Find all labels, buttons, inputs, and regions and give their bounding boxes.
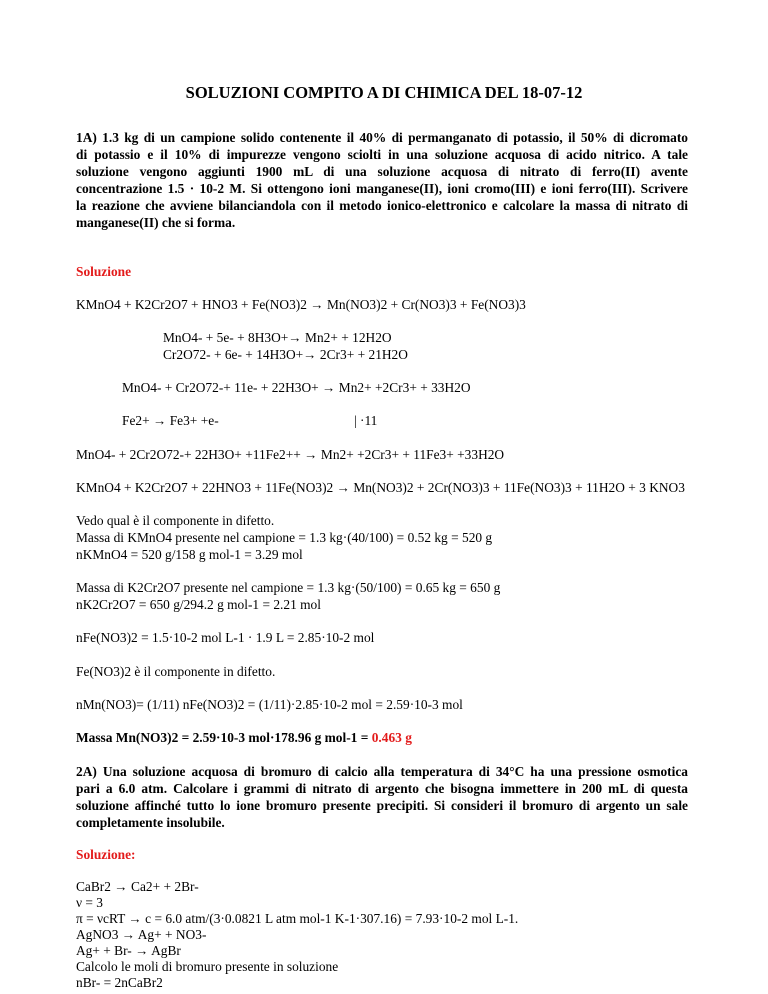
- defect-intro: Vedo qual è il componente in difetto.: [76, 513, 275, 528]
- mass-result-label: Massa Mn(NO3)2 = 2.59·10-3 mol·178.96 g mol-1 =: [76, 730, 369, 745]
- k2cr2o7-moles: nK2Cr2O7 = 650 g/294.2 g mol-1 = 2.21 mol: [76, 597, 321, 612]
- mass-result-value: 0.463 g: [371, 730, 412, 745]
- multiplier: | ·11: [354, 413, 378, 428]
- question-2-line: soluzione affinché tutto lo ione bromuro presente precipiti. Si consideri il bromuro di argento un sale: [76, 798, 688, 813]
- kmno4-mass: Massa di KMnO4 presente nel campione = 1.3 kg·(40/100) = 0.52 kg = 520 g: [76, 530, 493, 545]
- mass-result: [76, 730, 412, 745]
- solution-heading: Soluzione:: [76, 847, 136, 862]
- molecular-equation: KMnO4 + K2Cr2O7 + 22HNO3 + 11Fe(NO3)2 → Mn(NO3)2 + 2Cr(NO3)3 + 11Fe(NO3)3 + 11H2O + 3 KNO3: [76, 480, 685, 495]
- question-1-line: concentrazione 1.5 · 10-2 M. Si ottengono ioni manganese(II), ioni cromo(III) e ioni ferro(III). Scrivere: [76, 181, 688, 196]
- question-2-line: 2A) Una soluzione acquosa di bromuro di calcio alla temperatura di 34°C ha una pressione osmotica: [76, 764, 688, 779]
- question-1-line: di potassio e il 10% di impurezze vengono sciolti in una soluzione acquosa di acido nitrico. A tale: [76, 147, 688, 162]
- k2cr2o7-mass: Massa di K2Cr2O7 presente nel campione = 1.3 kg·(50/100) = 0.65 kg = 650 g: [76, 580, 501, 595]
- question-1-line: soluzione vengono aggiunti 1900 mL di una soluzione acquosa di nitrato di ferro(II) avente: [76, 164, 688, 179]
- ionic-equation: MnO4- + 2Cr2O72-+ 22H3O+ +11Fe2++ → Mn2+ +2Cr3+ + 11Fe3+ +33H2O: [76, 447, 505, 462]
- dissociation-equation: CaBr2 → Ca2+ + 2Br-: [76, 879, 199, 894]
- question-1-line: 1A) 1.3 kg di un campione solido contenente il 40% di permanganato di potassio, il 50% di dicromato: [76, 130, 688, 145]
- solution-heading: Soluzione: [76, 264, 132, 279]
- question-1-line: manganese(II) che si forma.: [76, 215, 236, 230]
- fe-moles: nFe(NO3)2 = 1.5·10-2 mol L-1 · 1.9 L = 2.85·10-2 mol: [76, 630, 375, 645]
- defect-statement: Fe(NO3)2 è il componente in difetto.: [76, 664, 276, 679]
- half-reaction-mno4: MnO4- + 5e- + 8H3O+→ Mn2+ + 12H2O: [163, 330, 392, 345]
- half-reaction-cr2o7: Cr2O72- + 6e- + 14H3O+→ 2Cr3+ + 21H2O: [163, 347, 408, 362]
- calc-intro: Calcolo le moli di bromuro presente in soluzione: [76, 959, 339, 974]
- question-2-line: pari a 6.0 atm. Calcolare i grammi di nitrato di argento che bisogna immettere in 200 mL di questa: [76, 781, 688, 796]
- osmotic-pressure: π = νcRT → c = 6.0 atm/(3·0.0821 L atm mol-1 K-1·307.16) = 7.93·10-2 mol L-1.: [76, 911, 519, 926]
- kmno4-moles: nKMnO4 = 520 g/158 g mol-1 = 3.29 mol: [76, 547, 303, 562]
- vant-hoff-factor: ν = 3: [76, 895, 103, 910]
- agno3-dissociation: AgNO3 → Ag+ + NO3-: [76, 927, 207, 942]
- half-reaction-fe: Fe2+ → Fe3+ +e-: [122, 413, 219, 428]
- question-2-line: completamente insolubile.: [76, 815, 225, 830]
- mn-moles: nMn(NO3)= (1/11) nFe(NO3)2 = (1/11)·2.85·10-2 mol = 2.59·10-3 mol: [76, 697, 463, 712]
- agbr-precipitation: Ag+ + Br- → AgBr: [76, 943, 181, 958]
- nbr-relation: nBr- = 2nCaBr2: [76, 975, 163, 990]
- question-1-line: la reazione che avviene bilanciandola con il metodo ionico-elettronico e calcolare la massa di nitrato di: [76, 198, 688, 213]
- document-title: SOLUZIONI COMPITO A DI CHIMICA DEL 18-07-12: [185, 83, 583, 102]
- reaction-equation: KMnO4 + K2Cr2O7 + HNO3 + Fe(NO3)2 → Mn(NO3)2 + Cr(NO3)3 + Fe(NO3)3: [76, 297, 526, 312]
- sum-half-reactions: MnO4- + Cr2O72-+ 11e- + 22H3O+ → Mn2+ +2Cr3+ + 33H2O: [122, 380, 471, 395]
